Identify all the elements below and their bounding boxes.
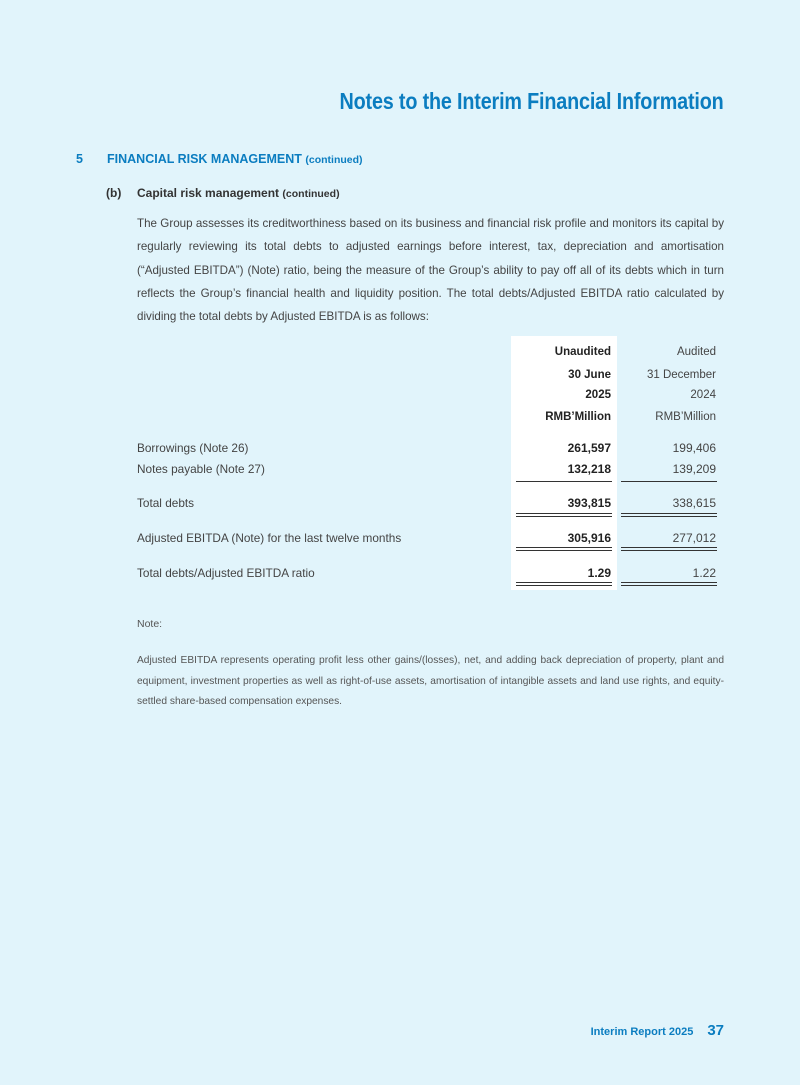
row-value-ratio-2025: 1.29 (587, 566, 611, 580)
col1-header-year: 2025 (585, 389, 611, 401)
row-label-borrowings: Borrowings (Note 26) (137, 441, 249, 455)
subsection-continued: (continued) (282, 188, 340, 200)
row-value-total-debts-2025: 393,815 (567, 496, 611, 510)
row-value-adjusted-ebitda-2024: 277,012 (672, 531, 716, 545)
row-value-total-debts-2024: 338,615 (672, 496, 716, 510)
total-rule (621, 513, 717, 514)
row-value-ratio-2024: 1.22 (692, 566, 716, 580)
total-rule (621, 550, 717, 551)
footer-report-title: Interim Report 2025 (590, 1026, 694, 1038)
row-label-ratio: Total debts/Adjusted EBITDA ratio (137, 566, 315, 580)
row-value-adjusted-ebitda-2025: 305,916 (567, 531, 611, 545)
total-rule (516, 550, 612, 551)
col2-header-date: 31 December (646, 369, 716, 381)
subsection-label: (b) (106, 186, 122, 200)
page-number: 37 (707, 1022, 724, 1039)
subsection-heading (106, 186, 340, 200)
total-rule (516, 513, 612, 514)
total-rule (516, 582, 612, 583)
section-continued: (continued) (305, 154, 363, 166)
col1-header-unit: RMB’Million (545, 411, 611, 423)
total-rule (516, 585, 612, 586)
total-rule (621, 547, 717, 548)
col1-header-status: Unaudited (554, 346, 611, 358)
page-footer (591, 1022, 724, 1039)
subtotal-rule (516, 481, 612, 482)
row-value-borrowings-2025: 261,597 (567, 441, 611, 455)
note-heading: Note: (137, 618, 163, 630)
subtotal-rule (621, 481, 717, 482)
page-title: Notes to the Interim Financial Information (339, 88, 724, 114)
row-label-total-debts: Total debts (137, 496, 195, 510)
row-value-notes-payable-2025: 132,218 (567, 462, 611, 476)
row-value-borrowings-2024: 199,406 (672, 441, 716, 455)
row-label-notes-payable: Notes payable (Note 27) (137, 462, 265, 476)
section-title: FINANCIAL RISK MANAGEMENT (107, 152, 302, 166)
section-number: 5 (76, 152, 83, 166)
total-rule (621, 516, 717, 517)
note-text: Adjusted EBITDA represents operating profit less other gains/(losses), net, and adding back depreciation of property, plant and equipment, investment properties as well as right-of-use assets, amortisation of intangible assets and land use rights, and equity-settled share-based compensation expenses. (137, 655, 724, 707)
total-rule (621, 582, 717, 583)
row-label-adjusted-ebitda: Adjusted EBITDA (Note) for the last twelve months (137, 531, 402, 545)
col1-header-date: 30 June (568, 369, 611, 381)
col2-header-unit: RMB’Million (655, 411, 716, 423)
row-value-notes-payable-2024: 139,209 (672, 462, 716, 476)
total-rule (516, 516, 612, 517)
subsection-title: Capital risk management (137, 186, 280, 200)
total-rule (516, 547, 612, 548)
col2-header-year: 2024 (690, 389, 716, 401)
total-rule (621, 585, 717, 586)
section-heading (76, 152, 363, 166)
col2-header-status: Audited (676, 346, 716, 358)
body-paragraph: The Group assesses its creditworthiness based on its business and financial risk profile and monitors its capital by regularly reviewing its total debts to adjusted earnings before interest, tax, depreciation and amortisation (“Adjusted EBITDA”) (Note) ratio, being the measure of the Group’s ability to pay off all of its debts which in turn reflects the Group’s financial health and liquidity position. The total debts/Adjusted EBITDA ratio calculated by dividing the total debts by Adjusted EBITDA is as follows: (137, 217, 724, 324)
